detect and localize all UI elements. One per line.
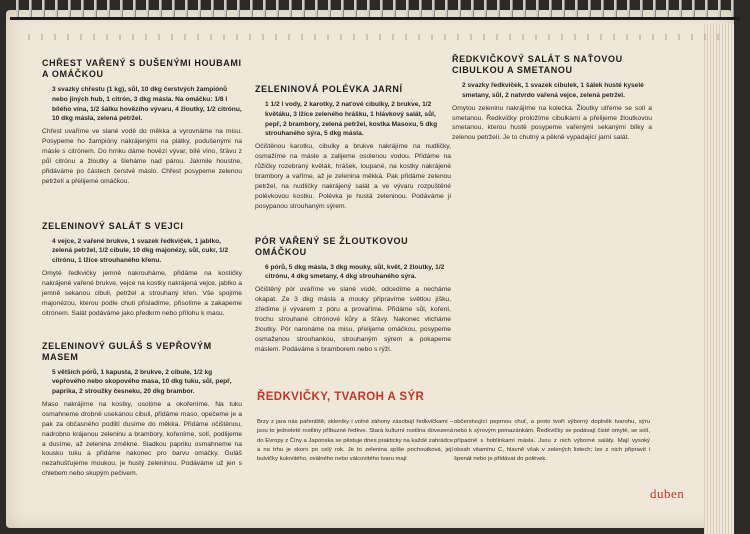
recipe-title: ŘEDKVIČKOVÝ SALÁT S NAŤOVOU CIBULKOU A SMETANOU [452,54,623,75]
recipe-ingredients: 4 vejce, 2 vařené brukve, 1 svazek ředkviček, 1 jablko, zelená petržel, 1/2 cibule, 10 dkg majonézy, sůl, cukr, 1/2 citrónu, 1 lžíce strouhaného křenu. [52,237,229,265]
spiral-binding [10,0,740,20]
recipe-ingredients: 5 větších pórů, 1 kapusta, 2 brukve, 2 cibule, 1/2 kg vepřového nebo skopového masa, 10 dkg tuku, sůl, pepř, paprika, 2 stroužky česneku, 20 dkg brambor. [52,368,232,396]
recipe-instructions: Očištěnou karotku, cibulky a brukve nakrájíme na nudličky, osmažíme na másle a zalijeme osolenou vodou. Přidáme na růžičky rozebraný květák, hrášek, loupané, na kostky nakrájené brambory a vaříme, až je zelenina měkká. Pak přidáme zelenou petržel, na nudličky nakrájený salát a ve vývaru rozpuštěné polévkovou kostku. Polévka je hustá zeleninou. Podáváme ji posypanou strouhaným sýrem. [255,143,451,210]
cookbook-page [6,10,734,528]
article-paragraph: občerstvující peprnou chuť, a proto tvoří výborný doplněk tvarohu, sýru nebo k sýrovým pomazánkám. Ředkvičky se podávají čisté omyté, se solí, případně s hoblinkami másla. Jsou z nich výborné saláty. Mají vysoký obsah vitamínu C, hlavně však v zelených listech; lze z nich připravit i špenát nebo je přidávat do polévek. [454,419,650,463]
article-paragraph: Brzy z jara nás pařeniště, skleníky i volné záhony zásobují ředkvičkami – jsou to jednoleté rostliny příbuzné ředkve. Stará kulturní rostlina dovezená do Evropy z Číny a Japonska se pěstuje dnes prakticky na každé zahrádce a na trhu je skoro po celý rok. Je to zelenina spíše pochoutková, její bulvičky kulovitého, oválného nebo válcovitého tvaru mají [257,419,453,463]
column-middle [255,84,451,354]
article-title: ŘEDKVIČKY, TVAROH A SÝR [257,391,425,403]
recipe-title: CHŘEST VAŘENÝ S DUŠENÝMI HOUBAMI A OMÁČKOU [42,58,242,79]
recipe-title: ZELENINOVÝ SALÁT S VEJCI [42,220,184,231]
recipe-title: ZELENINOVÁ POLÉVKA JARNÍ [255,84,403,94]
recipe-title: PÓR VAŘENÝ SE ŽLOUTKOVOU OMÁČKOU [255,235,409,257]
recipe-instructions: Omytou zeleninu nakrájíme na kolečka. Žloutky utřeme se solí a smetanou. Ředkvičky proložíme cibulkami a přelijeme žloutkovou smetanou, kterou hustě posypeme vařenými sekanými bílky a zelenou petrželí. Je to chutný a pěkně vypadající jarní salát. [452,104,652,142]
recipe-instructions: Maso nakrájíme na kostky, osolíme a okořeníme. Na tuku osmahneme drobně usekanou cibuli, přidáme maso, opečeme je a pak za občasného podlití dusíme do měkka. Přidáme očištěnou, nadrobno krájenou zeleninu a brambory, kořeníme, solí, podlijeme a dusíme, až zelenina změkne. Sladkou papriku osmahneme na kousku tuku a přidáme nakonec pro barvu omáčky. Guláš nezahušťujeme moukou, je hustý zeleninou. Podáváme už jen s chlebem nebo skupým pečivem. [42,400,242,478]
recipe-instructions: Chřest uvaříme ve slané vodě do měkka a vyrovnáme na misu. Posypeme ho žampióny nakrájenými na plátky, podušenými na másle s citrónem. Do hrnku dáme hovězí vývar, bílé víno, šťávu z půl citrónu a žloutky a šleháme nad párou. Jakmile houstne, přidáváme po částech čerstvé máslo. Chřest posypeme zelenou petrželí a přelijeme omáčkou. [42,128,242,185]
recipe-instructions: Omyté ředkvičky jemně nakrouháme, přidáme na kostičky nakrájené vařené brukve, vejce na kostky nakrájená vejce, jablko a jemně sekanou cibuli, petržel a strouhaný křen. Vše spojíme majonézou, kterou podle chuti přisladíme, přisolíme a zakapeme citrónem. Salát podáváme jako předkrm nebo přílohu k masu. [42,270,242,317]
column-right [452,54,652,143]
page-stack-edge [704,24,734,534]
month-label: duben [650,486,685,501]
column-left [42,58,242,479]
binding-holes [20,34,720,40]
recipe-instructions: Očištěný pór uvaříme ve slané vodě, odcedíme a necháme okapat. Ze 3 dkg másla a mouky připravíme světlou jíšku, zředíme ji vývarem z póru a provaříme. Přidáme sůl, koření, trochu strouhané citrónové kůry a šťávy. Nakonec vlicháme žloutky. Pór naronáme na misu, přelijeme omáčkou, posypeme osmaženou strouhankou, strouhaným sýrem a pokapeme máslem. Podáváme s bramborem nebo s rýží. [255,286,451,353]
recipe-title: ZELENINOVÝ GULÁŠ S VEPŘOVÝM MASEM [42,340,212,362]
recipe-ingredients: 2 svazky ředkviček, 1 svazek cibulek, 1 šálek husté kyselé smetany, sůl, 2 natvrdo vařená vejce, zelená petržel. [462,82,644,99]
recipe-ingredients: 1 1/2 l vody, 2 karotky, 2 naťové cibulky, 2 brukve, 1/2 květáku, 3 lžíce zeleného hrášku, 1 hlávkový salát, sůl, pepř, 2 brambory, zelená petržel, kostka Masoxu, 5 dkg strouhaného sýra, 5 dkg másla. [265,101,438,138]
recipe-ingredients: 6 pórů, 5 dkg másla, 3 dkg mouky, sůl, květ, 2 žloutky, 1/2 citrónu, 4 dkg smetany, 4 dkg strouhaného sýra. [265,263,445,281]
recipe-ingredients: 3 svazky chřestu (1 kg), sůl, 10 dkg čerstvých žampiónů nebo jiných hub, 1 citrón, 3 dkg másla. Na omáčku: 1/8 l bílého vína, 1/2 šálku hovězího vývaru, 4 žloutky, 1/2 citrónu, 10 dkg másla, zelená petržel. [52,86,242,123]
